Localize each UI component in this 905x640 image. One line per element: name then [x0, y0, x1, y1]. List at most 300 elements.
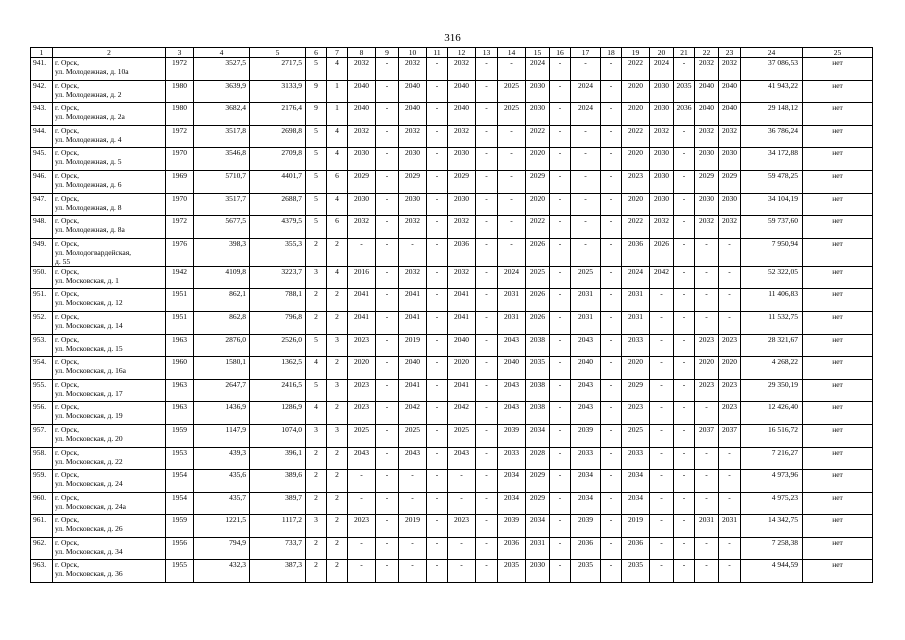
table-cell: -	[695, 266, 719, 289]
table-cell: 1963	[166, 379, 194, 402]
table-cell: 2039	[498, 515, 526, 538]
area-cell: 4401,7	[250, 170, 306, 193]
table-cell: -	[476, 193, 498, 216]
table-cell: -	[550, 447, 571, 470]
table-cell: 1963	[166, 334, 194, 357]
table-cell: 1959	[166, 424, 194, 447]
area-cell: 2526,0	[250, 334, 306, 357]
table-cell: 2033	[571, 447, 601, 470]
table-cell: 2034	[526, 515, 550, 538]
table-cell: 2030	[650, 148, 674, 171]
table-cell: 1954	[166, 470, 194, 493]
table-cell: 2032	[719, 125, 741, 148]
table-cell: 2036	[622, 537, 650, 560]
table-cell: -	[427, 80, 448, 103]
table-cell: -	[550, 125, 571, 148]
table-cell: -	[601, 424, 622, 447]
table-cell: 2030	[650, 193, 674, 216]
area-cell: 3133,9	[250, 80, 306, 103]
table-cell: 2032	[448, 58, 476, 81]
table-row	[31, 125, 873, 148]
column-number-3: 3	[166, 48, 194, 58]
table-cell: -	[476, 289, 498, 312]
table-cell: 1976	[166, 238, 194, 266]
table-cell: -	[719, 238, 741, 266]
table-cell: -	[376, 216, 399, 239]
table-cell: -	[550, 80, 571, 103]
table-cell: 2032	[448, 125, 476, 148]
flag-cell: нет	[803, 515, 873, 538]
row-number: 949.	[31, 238, 53, 266]
table-row	[31, 379, 873, 402]
table-cell: -	[376, 58, 399, 81]
table-cell: 2030	[448, 148, 476, 171]
table-cell: 2022	[526, 216, 550, 239]
table-cell: 2	[327, 311, 348, 334]
table-cell: 2039	[498, 424, 526, 447]
table-cell: -	[601, 80, 622, 103]
table-row	[31, 148, 873, 171]
table-cell: -	[695, 238, 719, 266]
table-cell: 2032	[348, 58, 376, 81]
table-cell: 1969	[166, 170, 194, 193]
table-cell: 2032	[348, 125, 376, 148]
table-row	[31, 515, 873, 538]
address-cell: г. Орск, ул. Молодежная, д. 8	[53, 193, 166, 216]
cost-cell: 41 943,22	[741, 80, 803, 103]
column-number-7: 7	[327, 48, 348, 58]
address-cell: г. Орск, ул. Московская, д. 34	[53, 537, 166, 560]
area-cell: 3527,5	[194, 58, 250, 81]
table-cell: 2035	[498, 560, 526, 583]
table-cell: 1951	[166, 289, 194, 312]
table-cell: -	[427, 266, 448, 289]
flag-cell: нет	[803, 492, 873, 515]
area-cell: 3546,8	[194, 148, 250, 171]
table-row	[31, 447, 873, 470]
table-cell: 2029	[526, 470, 550, 493]
area-cell: 435,6	[194, 470, 250, 493]
address-cell: г. Орск, ул. Московская, д. 22	[53, 447, 166, 470]
table-cell: -	[695, 311, 719, 334]
table-cell: -	[376, 289, 399, 312]
table-cell: 2	[306, 470, 327, 493]
table-cell: -	[476, 266, 498, 289]
table-cell: 1942	[166, 266, 194, 289]
table-cell: -	[427, 334, 448, 357]
table-cell: -	[650, 515, 674, 538]
table-cell: 2025	[498, 103, 526, 126]
table-cell: -	[601, 447, 622, 470]
table-cell: -	[427, 402, 448, 425]
row-number: 957.	[31, 424, 53, 447]
table-cell: -	[674, 470, 695, 493]
table-cell: -	[650, 447, 674, 470]
table-cell: -	[550, 492, 571, 515]
table-cell: 2023	[622, 170, 650, 193]
table-cell: 2	[306, 238, 327, 266]
table-cell: -	[348, 537, 376, 560]
table-cell: 2029	[526, 170, 550, 193]
table-cell: -	[476, 424, 498, 447]
table-cell: -	[719, 289, 741, 312]
table-cell: -	[427, 193, 448, 216]
table-cell: -	[695, 470, 719, 493]
table-cell: -	[650, 289, 674, 312]
table-cell: 2041	[399, 379, 427, 402]
table-cell: -	[399, 560, 427, 583]
area-cell: 435,7	[194, 492, 250, 515]
table-cell: 2033	[498, 447, 526, 470]
table-cell: 2022	[622, 216, 650, 239]
table-cell: -	[498, 216, 526, 239]
table-row	[31, 537, 873, 560]
table-cell: -	[550, 266, 571, 289]
table-cell: -	[601, 334, 622, 357]
table-cell: 2026	[526, 311, 550, 334]
table-row	[31, 311, 873, 334]
table-cell: -	[650, 537, 674, 560]
table-cell: 2031	[571, 289, 601, 312]
area-cell: 4379,5	[250, 216, 306, 239]
table-cell: 2040	[399, 357, 427, 380]
table-cell: 2040	[719, 103, 741, 126]
table-cell: -	[674, 311, 695, 334]
table-cell: 2031	[719, 515, 741, 538]
table-cell: 2	[306, 560, 327, 583]
area-cell: 2176,4	[250, 103, 306, 126]
table-cell: 6	[327, 170, 348, 193]
table-cell: 5	[306, 148, 327, 171]
cost-cell: 16 516,72	[741, 424, 803, 447]
table-cell: 1980	[166, 80, 194, 103]
column-number-11: 11	[427, 48, 448, 58]
table-row	[31, 492, 873, 515]
table-cell: 2	[306, 289, 327, 312]
table-cell: 2035	[622, 560, 650, 583]
table-cell: 2020	[622, 193, 650, 216]
table-cell: -	[348, 470, 376, 493]
table-cell: -	[427, 58, 448, 81]
table-cell: 2043	[448, 447, 476, 470]
table-cell: -	[376, 103, 399, 126]
area-cell: 4109,8	[194, 266, 250, 289]
table-cell: -	[695, 492, 719, 515]
flag-cell: нет	[803, 289, 873, 312]
table-cell: -	[550, 148, 571, 171]
table-cell: 1960	[166, 357, 194, 380]
table-cell: 2031	[622, 289, 650, 312]
table-cell: -	[476, 537, 498, 560]
table-cell: -	[601, 402, 622, 425]
table-cell: 1951	[166, 311, 194, 334]
table-cell: -	[427, 216, 448, 239]
area-cell: 1286,9	[250, 402, 306, 425]
area-cell: 2688,7	[250, 193, 306, 216]
column-number-17: 17	[571, 48, 601, 58]
table-cell: -	[427, 238, 448, 266]
table-cell: 3	[306, 515, 327, 538]
table-cell: 2026	[526, 289, 550, 312]
area-cell: 796,8	[250, 311, 306, 334]
table-cell: 2025	[526, 266, 550, 289]
table-cell: -	[550, 103, 571, 126]
flag-cell: нет	[803, 266, 873, 289]
flag-cell: нет	[803, 58, 873, 81]
table-cell: 2034	[571, 492, 601, 515]
table-cell: -	[550, 334, 571, 357]
table-cell: -	[650, 470, 674, 493]
table-cell: 4	[327, 266, 348, 289]
table-cell: 1970	[166, 193, 194, 216]
table-cell: 2030	[650, 170, 674, 193]
table-cell: 2030	[719, 193, 741, 216]
table-cell: 2031	[526, 537, 550, 560]
table-cell: 2041	[348, 289, 376, 312]
table-cell: -	[674, 334, 695, 357]
table-cell: 2034	[571, 470, 601, 493]
table-row	[31, 58, 873, 81]
table-cell: 2023	[348, 402, 376, 425]
table-cell: -	[376, 357, 399, 380]
table-cell: 5	[306, 125, 327, 148]
table-cell: 2030	[399, 193, 427, 216]
table-cell: 2031	[498, 311, 526, 334]
column-number-14: 14	[498, 48, 526, 58]
table-cell: 2	[327, 515, 348, 538]
table-cell: -	[427, 515, 448, 538]
table-cell: 2025	[348, 424, 376, 447]
table-cell: 1972	[166, 216, 194, 239]
table-cell: 2042	[650, 266, 674, 289]
row-number: 950.	[31, 266, 53, 289]
page-number: 316	[444, 32, 461, 44]
area-cell: 1436,9	[194, 402, 250, 425]
area-cell: 2647,7	[194, 379, 250, 402]
table-cell: -	[601, 170, 622, 193]
row-number: 946.	[31, 170, 53, 193]
area-cell: 788,1	[250, 289, 306, 312]
table-cell: 2023	[719, 379, 741, 402]
table-cell: 2	[306, 311, 327, 334]
table-cell: -	[601, 357, 622, 380]
table-cell: -	[601, 470, 622, 493]
address-cell: г. Орск, ул. Молодогвардейская, д. 55	[53, 238, 166, 266]
table-cell: 2030	[695, 148, 719, 171]
address-cell: г. Орск, ул. Московская, д. 17	[53, 379, 166, 402]
table-cell: -	[550, 216, 571, 239]
table-cell: -	[674, 238, 695, 266]
table-cell: 2023	[695, 334, 719, 357]
table-cell: 2040	[448, 80, 476, 103]
table-cell: 2023	[348, 379, 376, 402]
column-number-9: 9	[376, 48, 399, 58]
column-number-12: 12	[448, 48, 476, 58]
table-cell: 2031	[571, 311, 601, 334]
column-number-22: 22	[695, 48, 719, 58]
table-cell: -	[376, 311, 399, 334]
table-row	[31, 334, 873, 357]
table-cell: 2030	[348, 193, 376, 216]
table-cell: 2019	[622, 515, 650, 538]
table-cell: -	[399, 470, 427, 493]
table-cell: -	[427, 103, 448, 126]
table-cell: 2040	[448, 334, 476, 357]
cost-cell: 4 268,22	[741, 357, 803, 380]
flag-cell: нет	[803, 125, 873, 148]
cost-cell: 14 342,75	[741, 515, 803, 538]
table-cell: 9	[306, 103, 327, 126]
table-cell: -	[550, 470, 571, 493]
table-row	[31, 424, 873, 447]
table-cell: -	[550, 238, 571, 266]
table-cell: 2020	[622, 148, 650, 171]
column-number-24: 24	[741, 48, 803, 58]
column-number-header	[31, 48, 873, 58]
table-row	[31, 357, 873, 380]
table-cell: 2043	[571, 402, 601, 425]
table-cell: -	[476, 470, 498, 493]
table-cell: 2	[327, 537, 348, 560]
table-row	[31, 170, 873, 193]
table-cell: 2016	[348, 266, 376, 289]
table-cell: -	[674, 357, 695, 380]
address-cell: г. Орск, ул. Московская, д. 36	[53, 560, 166, 583]
table-cell: 2041	[399, 311, 427, 334]
table-cell: -	[399, 537, 427, 560]
table-cell: 4	[327, 58, 348, 81]
column-number-5: 5	[250, 48, 306, 58]
table-cell: -	[476, 148, 498, 171]
table-cell: 2025	[622, 424, 650, 447]
table-cell: -	[376, 470, 399, 493]
table-cell: -	[476, 447, 498, 470]
table-row	[31, 80, 873, 103]
table-cell: 1970	[166, 148, 194, 171]
table-cell: 2031	[498, 289, 526, 312]
cost-cell: 37 086,53	[741, 58, 803, 81]
table-cell: 2024	[571, 103, 601, 126]
table-cell: -	[448, 560, 476, 583]
table-cell: -	[448, 470, 476, 493]
table-cell: 2038	[526, 379, 550, 402]
flag-cell: нет	[803, 447, 873, 470]
table-cell: 2030	[448, 193, 476, 216]
row-number: 948.	[31, 216, 53, 239]
table-cell: 4	[306, 357, 327, 380]
table-cell: 3	[327, 424, 348, 447]
table-cell: 2031	[695, 515, 719, 538]
table-cell: -	[695, 289, 719, 312]
table-row	[31, 216, 873, 239]
area-cell: 1147,9	[194, 424, 250, 447]
row-number: 961.	[31, 515, 53, 538]
table-cell: 2032	[719, 58, 741, 81]
table-cell: -	[399, 492, 427, 515]
table-cell: -	[674, 492, 695, 515]
column-number-10: 10	[399, 48, 427, 58]
table-cell: 2030	[526, 103, 550, 126]
table-cell: -	[601, 289, 622, 312]
table-cell: -	[571, 238, 601, 266]
table-cell: 5	[306, 193, 327, 216]
table-cell: -	[550, 379, 571, 402]
table-cell: 2023	[719, 402, 741, 425]
table-cell: 2040	[399, 103, 427, 126]
cost-cell: 29 148,12	[741, 103, 803, 126]
table-cell: -	[550, 515, 571, 538]
table-cell: -	[719, 492, 741, 515]
flag-cell: нет	[803, 311, 873, 334]
table-cell: -	[674, 537, 695, 560]
table-cell: -	[674, 216, 695, 239]
row-number: 960.	[31, 492, 53, 515]
table-cell: -	[427, 148, 448, 171]
table-cell: -	[476, 58, 498, 81]
flag-cell: нет	[803, 402, 873, 425]
table-cell: -	[376, 402, 399, 425]
table-cell: -	[427, 492, 448, 515]
table-cell: 2031	[622, 311, 650, 334]
area-cell: 5677,5	[194, 216, 250, 239]
area-cell: 1580,1	[194, 357, 250, 380]
table-cell: 6	[327, 216, 348, 239]
register-table	[30, 47, 873, 583]
table-cell: 2032	[448, 216, 476, 239]
table-cell: -	[650, 402, 674, 425]
table-cell: 1980	[166, 103, 194, 126]
area-cell: 3517,8	[194, 125, 250, 148]
table-row	[31, 560, 873, 583]
area-cell: 439,3	[194, 447, 250, 470]
address-cell: г. Орск, ул. Московская, д. 15	[53, 334, 166, 357]
table-cell: 2023	[348, 334, 376, 357]
table-cell: 2035	[526, 357, 550, 380]
table-cell: -	[550, 560, 571, 583]
table-cell: 2030	[526, 80, 550, 103]
row-number: 943.	[31, 103, 53, 126]
table-cell: -	[448, 492, 476, 515]
address-cell: г. Орск, ул. Молодежная, д. 6	[53, 170, 166, 193]
address-cell: г. Орск, ул. Московская, д. 24а	[53, 492, 166, 515]
table-cell: -	[571, 125, 601, 148]
address-cell: г. Орск, ул. Молодежная, д. 10а	[53, 58, 166, 81]
table-cell: 2020	[695, 357, 719, 380]
table-cell: -	[476, 402, 498, 425]
table-cell: -	[571, 216, 601, 239]
table-cell: 2019	[399, 334, 427, 357]
area-cell: 2709,8	[250, 148, 306, 171]
table-cell: 2040	[399, 80, 427, 103]
area-cell: 389,6	[250, 470, 306, 493]
row-number: 958.	[31, 447, 53, 470]
table-cell: -	[376, 170, 399, 193]
table-cell: 2	[327, 447, 348, 470]
area-cell: 1221,5	[194, 515, 250, 538]
table-cell: 2043	[571, 379, 601, 402]
table-cell: 2043	[399, 447, 427, 470]
table-cell: 2029	[622, 379, 650, 402]
table-cell: -	[476, 334, 498, 357]
table-row	[31, 470, 873, 493]
table-cell: -	[376, 560, 399, 583]
table-cell: 2026	[650, 238, 674, 266]
area-cell: 2876,0	[194, 334, 250, 357]
cost-cell: 11 406,83	[741, 289, 803, 312]
flag-cell: нет	[803, 424, 873, 447]
table-cell: 2032	[399, 125, 427, 148]
cost-cell: 34 172,88	[741, 148, 803, 171]
